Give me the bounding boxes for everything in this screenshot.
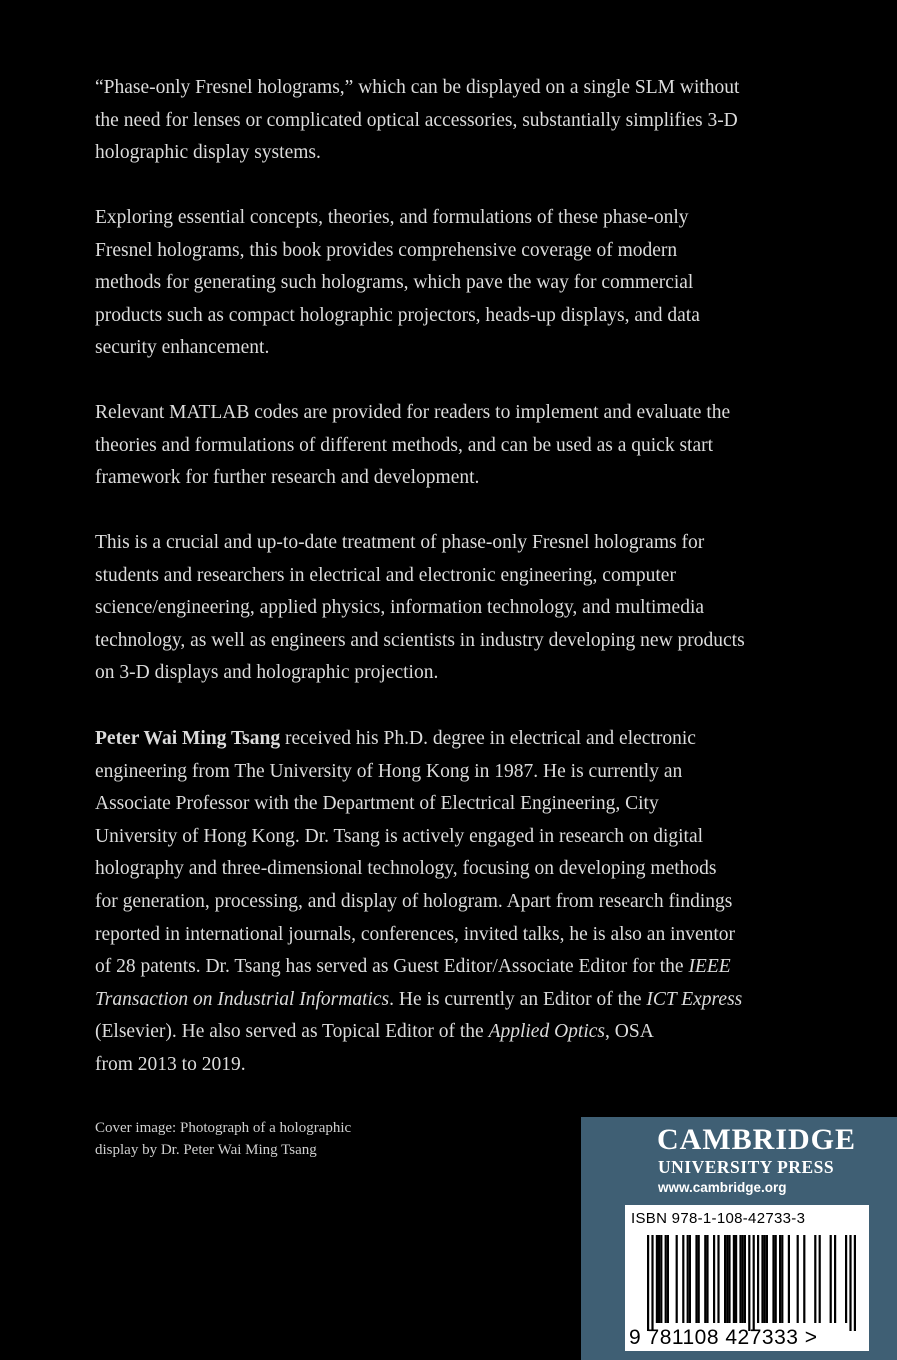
text-line: holographic display systems. [95, 142, 321, 164]
barcode-guard-bar [651, 1235, 653, 1331]
text-line: for generation, processing, and display of hologram. Apart from research findings [95, 890, 733, 912]
barcode-bar [667, 1235, 669, 1323]
publisher-website[interactable]: www.cambridge.org [658, 1180, 787, 1195]
barcode-bar [676, 1235, 678, 1323]
barcode-bar [744, 1235, 746, 1323]
barcode-bar [834, 1235, 836, 1323]
journal-title: IEEE [688, 956, 731, 978]
barcode-bar [733, 1235, 735, 1323]
barcode-guard-bar [753, 1235, 755, 1331]
barcode-bar [742, 1235, 744, 1323]
publisher-logo: CAMBRIDGE [657, 1123, 857, 1156]
text-line: University of Hong Kong. Dr. Tsang is actively engaged in research on digital [95, 825, 704, 847]
barcode-bar [830, 1235, 832, 1323]
isbn-label: ISBN 978-1-108-42733-3 [631, 1210, 806, 1227]
journal-title: Applied Optics [488, 1021, 606, 1043]
cover-image-credit [95, 1117, 351, 1161]
text-line: students and researchers in electrical and electronic engineering, computer [95, 564, 676, 586]
barcode-bar [797, 1235, 799, 1323]
barcode-bar [819, 1235, 821, 1323]
barcode-bar [766, 1235, 768, 1323]
text-line: methods for generating such holograms, which pave the way for commercial [95, 272, 694, 294]
barcode-bar [704, 1235, 706, 1323]
text-line: Fresnel holograms, this book provides comprehensive coverage of modern [95, 239, 678, 261]
text-line [95, 723, 815, 756]
barcode-bar [717, 1235, 719, 1323]
journal-title: ICT Express [646, 988, 743, 1010]
text-fragment: received his Ph.D. degree in electrical and electronic [280, 728, 696, 749]
barcode-bar [656, 1235, 658, 1323]
barcode-bar [761, 1235, 763, 1323]
barcode-bar [689, 1235, 691, 1323]
barcode-bar [735, 1235, 737, 1323]
description-paragraph-2 [95, 202, 815, 365]
barcode-bar [803, 1235, 805, 1323]
text-line [95, 951, 815, 984]
barcode-bar [728, 1235, 730, 1323]
text-line: on 3-D displays and holographic projection. [95, 662, 439, 684]
description-paragraph-1 [95, 72, 815, 170]
barcode-bar [814, 1235, 816, 1323]
text-line: from 2013 to 2019. [95, 1053, 246, 1075]
text-line: Cover image: Photograph of a holographic [95, 1120, 352, 1136]
barcode-guard-bar [849, 1235, 851, 1331]
text-line: Associate Professor with the Department of Electrical Engineering, City [95, 793, 659, 815]
barcode-bar [687, 1235, 689, 1323]
barcode-bar [845, 1235, 847, 1323]
author-name: Peter Wai Ming Tsang [95, 728, 281, 749]
text-line: engineering from The University of Hong Kong in 1987. He is currently an [95, 760, 683, 782]
publisher-logo-subtitle: UNIVERSITY PRESS [658, 1157, 835, 1177]
text-line: technology, as well as engineers and scientists in industry developing new products [95, 629, 745, 651]
barcode-bar [695, 1235, 697, 1323]
text-line: display by Dr. Peter Wai Ming Tsang [95, 1142, 317, 1158]
text-line [95, 984, 815, 1017]
text-line: Exploring essential concepts, theories, and formulations of these phase-only [95, 207, 689, 228]
description-paragraph-3 [95, 397, 815, 495]
barcode-bar [665, 1235, 667, 1323]
barcode-bar [658, 1235, 660, 1323]
barcode-bar [724, 1235, 726, 1323]
barcode-bar [788, 1235, 790, 1323]
text-line: security enhancement. [95, 337, 270, 359]
text-line: science/engineering, applied physics, information technology, and multimedia [95, 597, 705, 619]
barcode-bar [772, 1235, 774, 1323]
barcode [625, 1205, 869, 1351]
text-line: holography and three-dimensional technology, focusing on developing methods [95, 858, 717, 880]
barcode-bar [781, 1235, 783, 1323]
text-line: theories and formulations of different methods, and can be used as a quick start [95, 434, 714, 456]
text-line: reported in international journals, conferences, invited talks, he is also an inventor [95, 923, 736, 945]
barcode-bar [757, 1235, 759, 1323]
text-line [95, 1016, 815, 1049]
text-line: framework for further research and development. [95, 467, 480, 489]
barcode-bar [764, 1235, 766, 1323]
barcode-bar [726, 1235, 728, 1323]
barcode-bar [706, 1235, 708, 1323]
journal-title: Transaction on Industrial Informatics [95, 988, 390, 1010]
barcode-guard-bar [748, 1235, 750, 1331]
text-fragment: . He is currently an Editor of the [389, 988, 647, 1010]
barcode-bar [779, 1235, 781, 1323]
text-line: “Phase-only Fresnel holograms,” which can be displayed on a single SLM without [95, 77, 740, 98]
barcode-bar [775, 1235, 777, 1323]
text-line: the need for lenses or complicated optical accessories, substantially simplifies 3-D [95, 109, 738, 131]
text-fragment: (Elsevier). He also served as Topical Editor of the [95, 1021, 489, 1043]
barcode-bar [660, 1235, 662, 1323]
publisher-panel [581, 1117, 897, 1360]
text-line: Relevant MATLAB codes are provided for readers to implement and evaluate the [95, 402, 731, 423]
barcode-guard-bar [854, 1235, 856, 1331]
barcode-bar [739, 1235, 741, 1323]
description-paragraph-4 [95, 527, 815, 690]
author-bio [95, 723, 815, 1082]
text-fragment: of 28 patents. Dr. Tsang has served as Guest Editor/Associate Editor for the [95, 956, 689, 978]
barcode-bar [713, 1235, 715, 1323]
text-line: This is a crucial and up-to-date treatment of phase-only Fresnel holograms for [95, 532, 705, 553]
barcode-bar [682, 1235, 684, 1323]
barcode-digits: 9 781108 427333 > [629, 1326, 818, 1349]
text-line: products such as compact holographic projectors, heads-up displays, and data [95, 304, 700, 326]
barcode-bar [698, 1235, 700, 1323]
text-fragment: , OSA [605, 1021, 654, 1043]
barcode-guard-bar [647, 1235, 649, 1331]
